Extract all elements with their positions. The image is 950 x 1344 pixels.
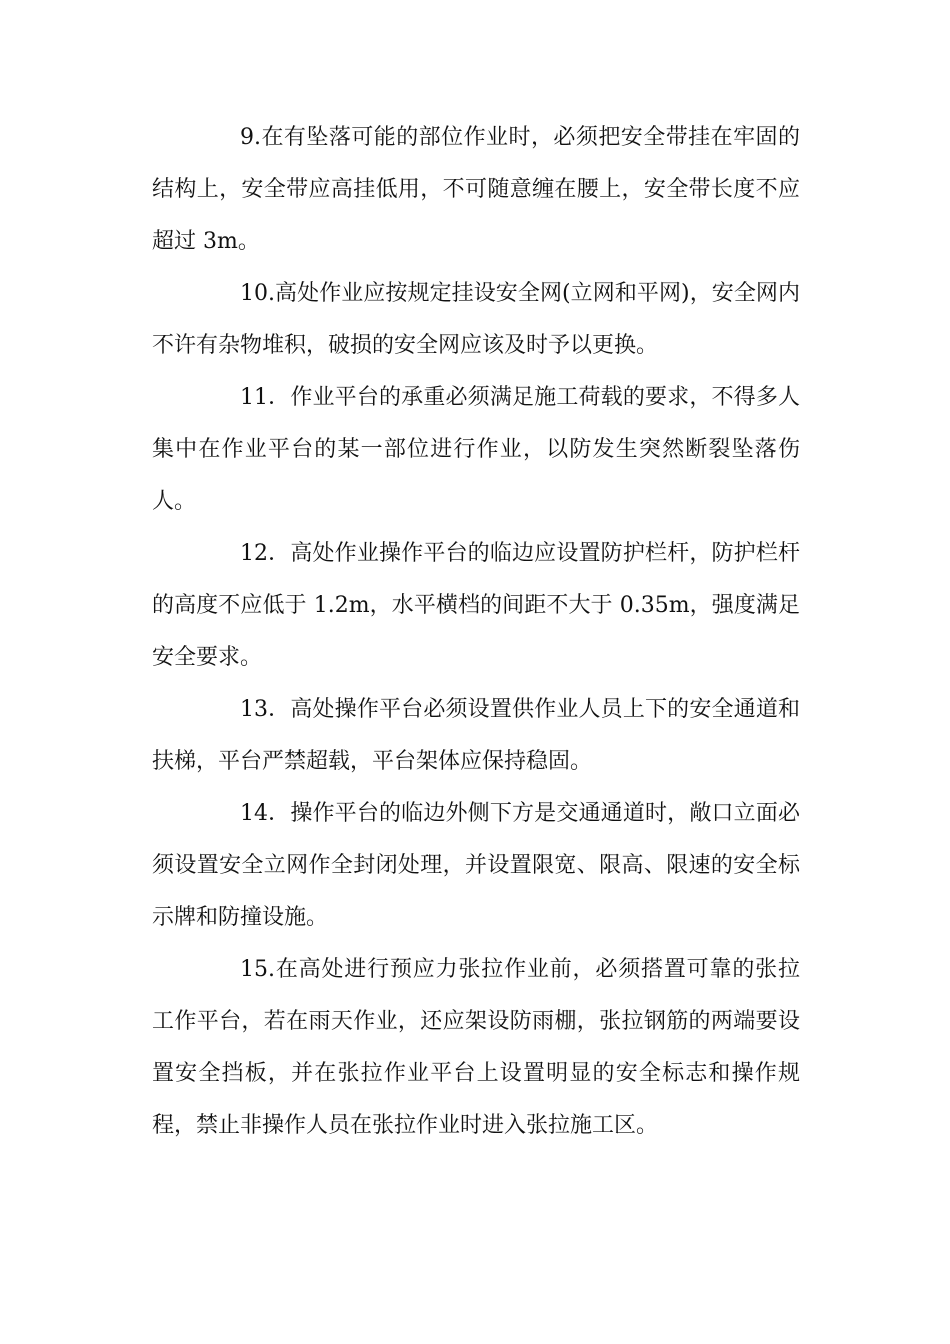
- paragraph-item-14: 14．操作平台的临边外侧下方是交通通道时，敞口立面必须设置安全立网作全封闭处理，并设置限宽、限高、限速的安全标示牌和防撞设施。: [152, 801, 800, 930]
- paragraph-item-12: 12．高处作业操作平台的临边应设置防护栏杆，防护栏杆的高度不应低于 1.2m，水平横档的间距不大于 0.35m，强度满足安全要求。: [152, 541, 800, 670]
- paragraph-item-13: 13．高处操作平台必须设置供作业人员上下的安全通道和扶梯，平台严禁超载，平台架体应保持稳固。: [152, 697, 800, 774]
- paragraph-item-11: 11．作业平台的承重必须满足施工荷载的要求，不得多人集中在作业平台的某一部位进行作业，以防发生突然断裂坠落伤人。: [152, 385, 800, 514]
- paragraph-item-10: 10.高处作业应按规定挂设安全网(立网和平网)，安全网内不许有杂物堆积，破损的安全网应该及时予以更换。: [152, 281, 800, 358]
- paragraph-item-9: 9.在有坠落可能的部位作业时，必须把安全带挂在牢固的结构上，安全带应高挂低用，不可随意缠在腰上，安全带长度不应超过 3m。: [152, 125, 800, 254]
- paragraph-item-15: 15.在高处进行预应力张拉作业前，必须搭置可靠的张拉工作平台，若在雨天作业，还应架设防雨棚，张拉钢筋的两端要设置安全挡板，并在张拉作业平台上设置明显的安全标志和操作规程，禁止非操作人员在张拉作业时进入张拉施工区。: [152, 957, 800, 1138]
- document-body: [152, 112, 800, 1152]
